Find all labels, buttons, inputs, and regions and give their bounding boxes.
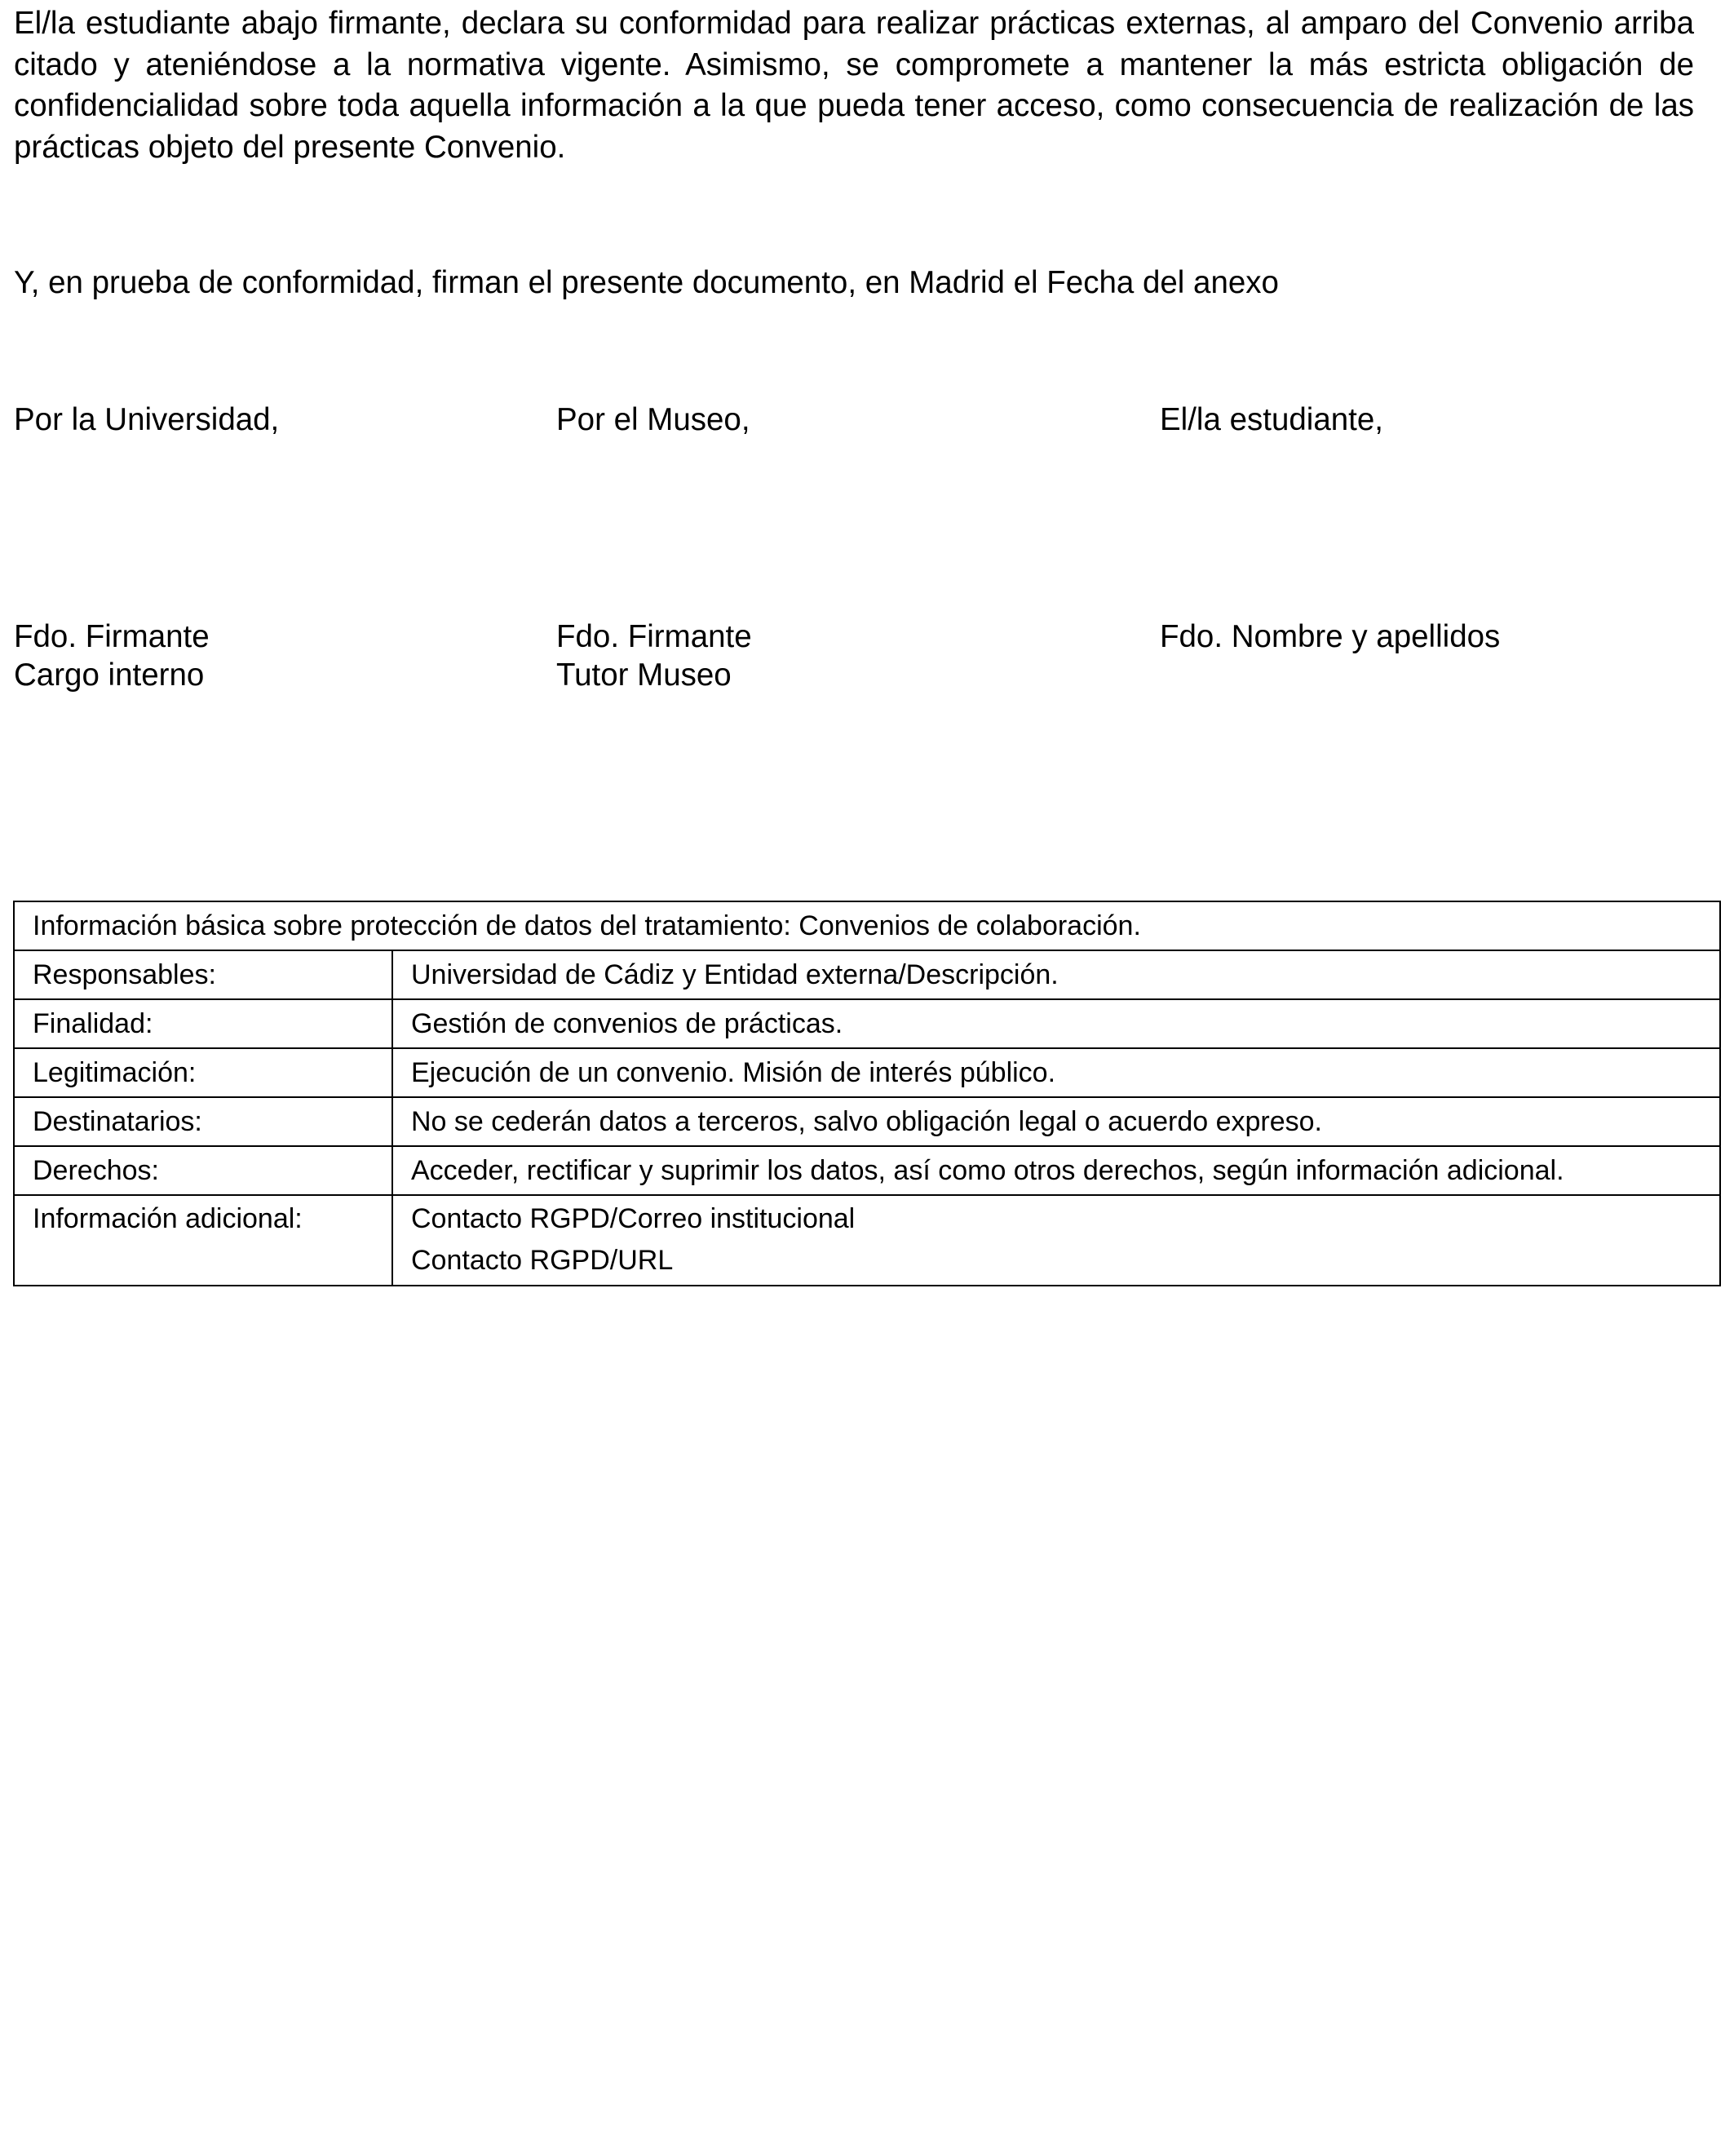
signature-role-estudiante: El/la estudiante, — [1160, 402, 1383, 437]
row-label — [14, 1195, 392, 1286]
signature-role-universidad: Por la Universidad, — [14, 402, 280, 437]
row-label: Destinatarios: — [14, 1097, 392, 1146]
row-value: Gestión de convenios de prácticas. — [392, 999, 1720, 1048]
table-row — [14, 1146, 1720, 1195]
table-row — [14, 999, 1720, 1048]
conformity-paragraph: El/la estudiante abajo firmante, declara su conformidad para realizar prácticas externas, al amparo del Convenio arriba citado y ateniéndose a la normativa vigente. Asimismo, se compromete a mantener la más estricta obligación de confidencialidad sobre toda aquella información a la que pueda tener acceso, como consecuencia de realización de las prácticas objeto del presente Convenio. — [14, 6, 1694, 165]
table-row-additional — [14, 1195, 1720, 1286]
additional-label: Información adicional: — [33, 1203, 303, 1234]
row-label: Derechos: — [14, 1146, 392, 1195]
table-title: Información básica sobre protección de datos del tratamiento: Convenios de colaboración. — [14, 901, 1720, 950]
row-label: Legitimación: — [14, 1048, 392, 1097]
row-value: Acceder, rectificar y suprimir los datos, así como otros derechos, según información adicional. — [392, 1146, 1720, 1195]
signature-role-museo: Por el Museo, — [556, 402, 750, 437]
signature-signer-estudiante: Fdo. Nombre y apellidos — [1160, 619, 1501, 654]
signature-position-universidad: Cargo interno — [14, 657, 205, 693]
row-value: No se cederán datos a terceros, salvo obligación legal o acuerdo expreso. — [392, 1097, 1720, 1146]
table-row — [14, 1048, 1720, 1097]
signature-position-museo: Tutor Museo — [556, 657, 732, 693]
signature-signer-universidad: Fdo. Firmante — [14, 619, 210, 654]
row-value: Ejecución de un convenio. Misión de interés público. — [392, 1048, 1720, 1097]
row-label: Finalidad: — [14, 999, 392, 1048]
row-value — [392, 1195, 1720, 1286]
additional-contact-url: Contacto RGPD/URL — [411, 1245, 674, 1276]
table-row — [14, 1097, 1720, 1146]
signature-signer-museo: Fdo. Firmante — [556, 619, 752, 654]
table-title-row — [14, 901, 1720, 950]
additional-contact-email: Contacto RGPD/Correo institucional — [411, 1203, 856, 1234]
row-label: Responsables: — [14, 950, 392, 999]
closing-statement: Y, en prueba de conformidad, firman el presente documento, en Madrid el Fecha del anexo — [14, 265, 1279, 300]
row-value: Universidad de Cádiz y Entidad externa/Descripción. — [392, 950, 1720, 999]
table-row — [14, 950, 1720, 999]
data-protection-table — [13, 901, 1721, 1286]
